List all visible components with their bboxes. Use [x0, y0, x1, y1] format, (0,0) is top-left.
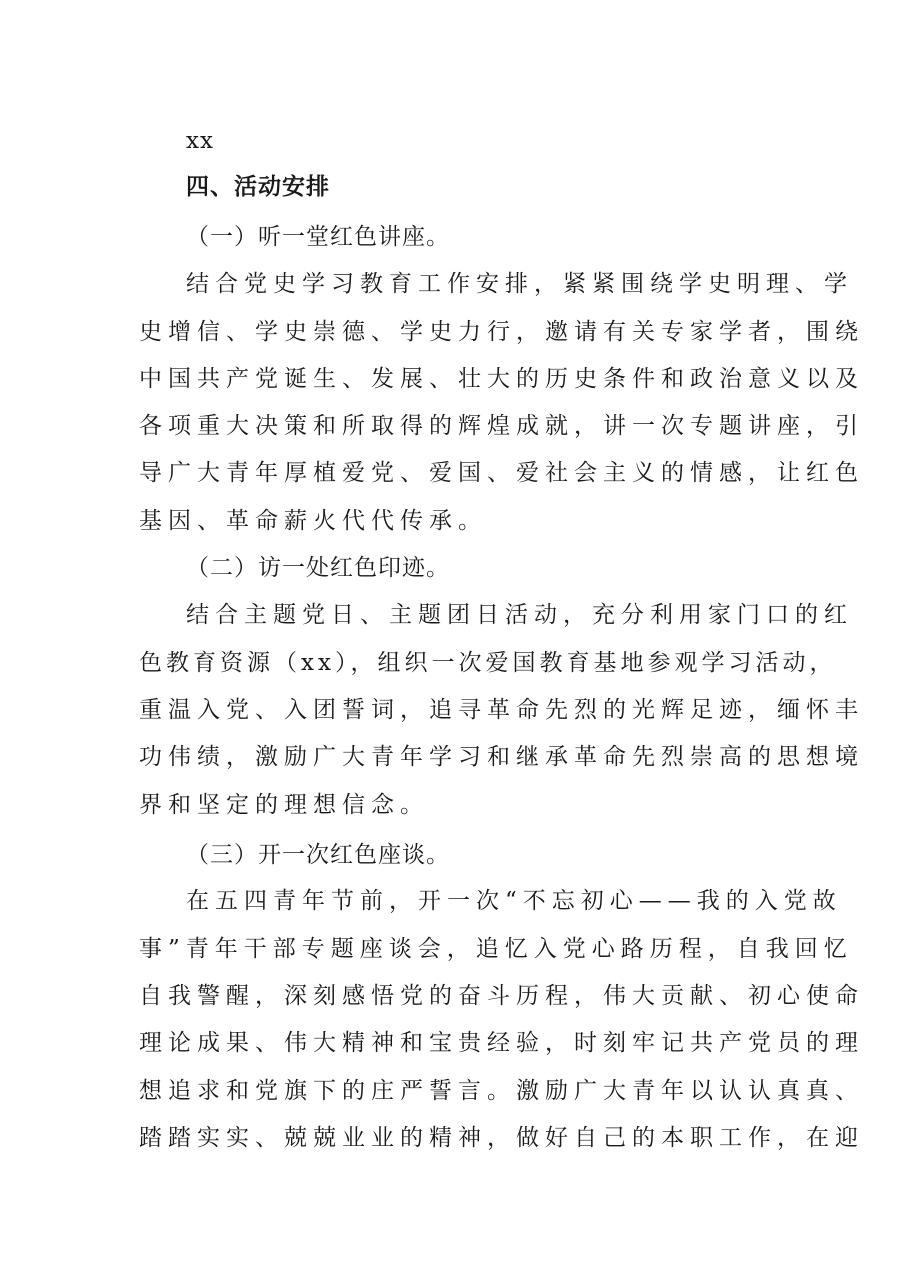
paragraph-2-line-5: 界和坚定的理想信念。: [139, 792, 429, 818]
paragraph-3-line-6: 踏踏实实、兢兢业业的精神，做好自己的本职工作，在迎: [139, 1125, 864, 1151]
paragraph-3-line-5: 想追求和党旗下的庄严誓言。激励广大青年以认认真真、: [139, 1078, 864, 1104]
section-heading: 四、活动安排: [186, 174, 330, 200]
paragraph-1-line-3: 中国共产党诞生、发展、壮大的历史条件和政治意义以及: [139, 366, 864, 392]
paragraph-3-line-4: 理论成果、伟大精神和宝贵经验，时刻牢记共产党员的理: [139, 1030, 864, 1056]
paragraph-1-line-6: 基因、革命薪火代代传承。: [139, 508, 487, 534]
paragraph-2-line-1: 结合主题党日、主题团日活动，充分利用家门口的红: [186, 602, 853, 628]
subheading-3: （三）开一次红色座谈。: [186, 842, 450, 868]
subheading-2: （二）访一处红色印迹。: [186, 555, 450, 581]
paragraph-1-line-1: 结合党史学习教育工作安排，紧紧围绕学史明理、学: [186, 271, 853, 297]
paragraph-2-line-2: 色教育资源（xx），组织一次爱国教育基地参观学习活动，: [139, 650, 837, 676]
paragraph-3-line-3: 自我警醒，深刻感悟党的奋斗历程，伟大贡献、初心使命: [139, 983, 864, 1009]
subheading-1: （一）听一堂红色讲座。: [186, 224, 450, 250]
text-line-xx: xx: [186, 128, 214, 154]
paragraph-2-line-4: 功伟绩，激励广大青年学习和继承革命先烈崇高的思想境: [139, 744, 864, 770]
paragraph-2-line-3: 重温入党、入团誓词，追寻革命先烈的光辉足迹，缅怀丰: [139, 697, 864, 723]
paragraph-1-line-4: 各项重大决策和所取得的辉煌成就，讲一次专题讲座，引: [139, 413, 864, 439]
paragraph-1-line-2: 史增信、学史崇德、学史力行，邀请有关专家学者，围绕: [139, 319, 864, 345]
paragraph-1-line-5: 导广大青年厚植爱党、爱国、爱社会主义的情感，让红色: [139, 460, 864, 486]
paragraph-3-line-1: 在五四青年节前，开一次“不忘初心——我的入党故: [186, 888, 842, 914]
paragraph-3-line-2: 事”青年干部专题座谈会，追忆入党心路历程，自我回忆: [139, 936, 853, 962]
